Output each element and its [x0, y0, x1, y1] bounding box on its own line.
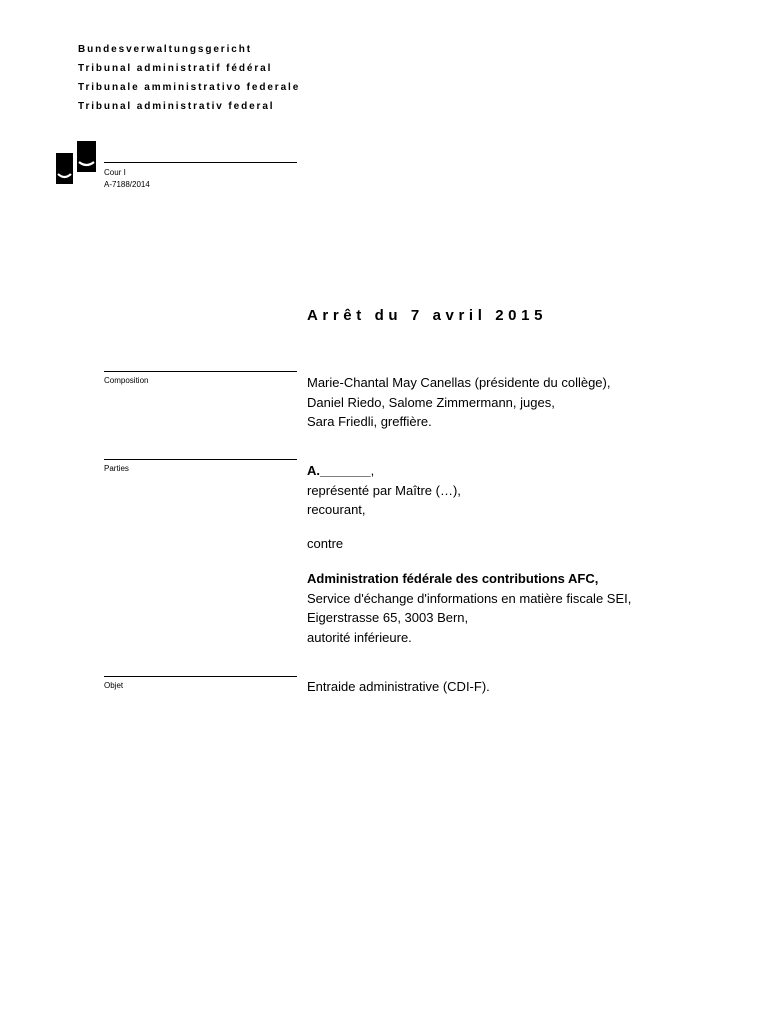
respondent-block: [307, 569, 631, 647]
appellant-block: [307, 461, 461, 520]
appellant-representation: représenté par Maître (…),: [307, 482, 461, 498]
subject-divider: [104, 676, 297, 677]
respondent-name: Administration fédérale des contributions AFC,: [307, 571, 599, 586]
composition-label: Composition: [104, 376, 149, 385]
court-names-header: [78, 40, 300, 116]
swiss-federal-court-logo-icon: [56, 141, 96, 185]
subject-label: Objet: [104, 681, 124, 690]
court-name-french: Tribunal administratif fédéral: [78, 63, 273, 74]
court-name-german: Bundesverwaltungsgericht: [78, 44, 252, 55]
court-division: Cour I: [104, 168, 126, 177]
composition-divider: [104, 371, 297, 372]
composition-line: Sara Friedli, greffière.: [307, 414, 432, 429]
versus-text: contre: [307, 536, 344, 551]
case-divider: [104, 162, 297, 163]
judgment-title: Arrêt du 7 avril 2015: [307, 307, 548, 324]
court-name-romansh: Tribunal administrativ federal: [78, 101, 275, 112]
appellant-name-suffix: ,: [370, 463, 375, 478]
respondent-service: Service d'échange d'informations en matière fiscale SEI,: [307, 590, 632, 606]
composition-line: Marie-Chantal May Canellas (présidente du collège),: [307, 375, 611, 390]
parties-divider: [104, 459, 297, 460]
appellant-name: A._______: [307, 463, 371, 478]
appellant-role: recourant,: [307, 502, 366, 517]
respondent-address: Eigerstrasse 65, 3003 Bern,: [307, 610, 469, 625]
respondent-role: autorité inférieure.: [307, 629, 412, 645]
composition-text: [307, 373, 610, 432]
court-name-italian: Tribunale amministrativo federale: [78, 82, 301, 93]
subject-text: Entraide administrative (CDI-F).: [307, 679, 490, 694]
composition-line: Daniel Riedo, Salome Zimmermann, juges,: [307, 394, 555, 410]
case-number: A-7188/2014: [104, 180, 150, 189]
appellant-name-line: [307, 461, 461, 481]
parties-label: Parties: [104, 464, 129, 473]
